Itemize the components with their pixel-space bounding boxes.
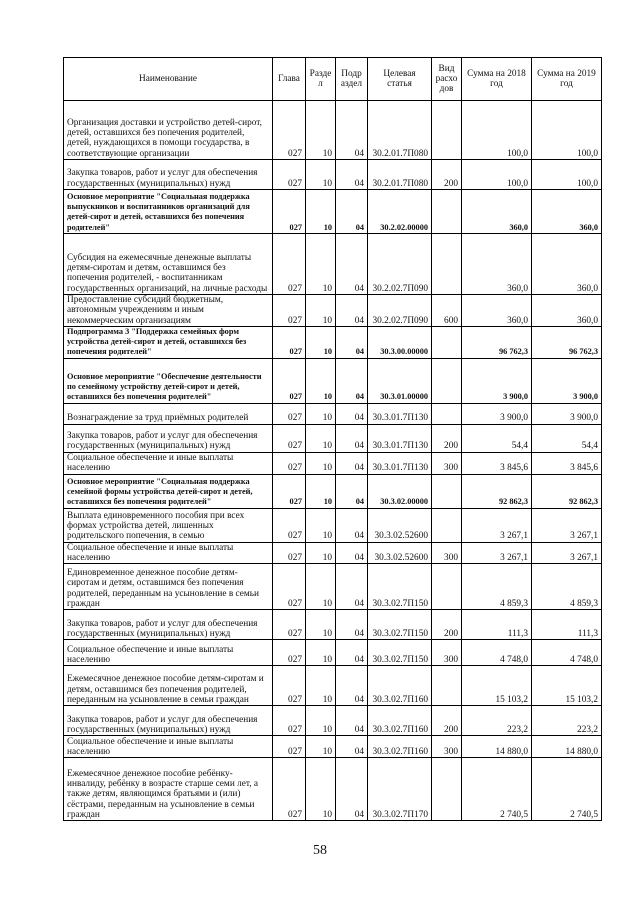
row-sum-2019: 3 900,0: [532, 358, 602, 403]
row-sum-2019: 111,3: [532, 610, 602, 640]
row-section: 10: [306, 424, 336, 452]
row-target: 30.3.02.52600: [368, 508, 432, 542]
row-section: 10: [306, 706, 336, 736]
row-section: 10: [306, 295, 336, 327]
row-exp-type: [432, 358, 462, 403]
row-exp-type: 200: [432, 706, 462, 736]
row-chapter: 027: [273, 160, 306, 190]
row-section: 10: [306, 101, 336, 160]
row-name: Выплата единовременного пособия при всех формах устройства детей, лишенных родительского попечения, в семью: [64, 508, 273, 542]
table-row: [64, 403, 602, 424]
row-name: Основное мероприятие "Обеспечение деятельности по семейному устройству детей-сирот и детей, оставшихся без попечения родителей": [64, 358, 273, 403]
row-sum-2019: 92 862,3: [532, 474, 602, 508]
row-chapter: 027: [273, 736, 306, 758]
row-sum-2019: 3 900,0: [532, 403, 602, 424]
row-section: 10: [306, 610, 336, 640]
row-sum-2019: 100,0: [532, 101, 602, 160]
row-subsection: 04: [336, 424, 368, 452]
row-sum-2018: 3 267,1: [462, 542, 532, 564]
row-section: 10: [306, 666, 336, 706]
row-name: Ежемесячное денежное пособие детям-сиротам и детям, оставшимся без попечения родителей, переданным на усыновление в семьи граждан: [64, 666, 273, 706]
row-target: 30.2.02.7П090: [368, 234, 432, 295]
row-name: Основное мероприятие "Социальная поддержка выпускников и воспитанников организаций для детей-сирот и детей, оставшихся без попечения родителей": [64, 190, 273, 234]
row-target: 30.3.02.7П170: [368, 758, 432, 821]
row-section: 10: [306, 564, 336, 610]
table-row: [64, 234, 602, 295]
row-exp-type: [432, 474, 462, 508]
row-exp-type: [432, 101, 462, 160]
row-sum-2019: 360,0: [532, 295, 602, 327]
row-sum-2019: 54,4: [532, 424, 602, 452]
row-exp-type: [432, 326, 462, 358]
table-row: [64, 640, 602, 666]
row-name: Социальное обеспечение и иные выплаты населению: [64, 542, 273, 564]
row-target: 30.3.00.00000: [368, 326, 432, 358]
row-subsection: 04: [336, 358, 368, 403]
row-exp-type: 300: [432, 542, 462, 564]
row-exp-type: 200: [432, 424, 462, 452]
row-target: 30.3.01.7П130: [368, 403, 432, 424]
row-sum-2019: 360,0: [532, 234, 602, 295]
row-exp-type: [432, 234, 462, 295]
header-section: Разде л: [306, 58, 336, 101]
row-target: 30.3.02.7П160: [368, 736, 432, 758]
row-name: Закупка товаров, работ и услуг для обеспечения государственных (муниципальных) нужд: [64, 160, 273, 190]
row-sum-2018: 54,4: [462, 424, 532, 452]
row-subsection: 04: [336, 474, 368, 508]
row-target: 30.3.02.7П150: [368, 610, 432, 640]
row-sum-2019: 15 103,2: [532, 666, 602, 706]
row-chapter: 027: [273, 190, 306, 234]
table-row: [64, 610, 602, 640]
row-sum-2018: 4 859,3: [462, 564, 532, 610]
row-name: Социальное обеспечение и иные выплаты населению: [64, 452, 273, 474]
row-name: Вознаграждение за труд приёмных родителей: [64, 403, 273, 424]
row-sum-2018: 223,2: [462, 706, 532, 736]
row-subsection: 04: [336, 295, 368, 327]
table-row: [64, 358, 602, 403]
row-section: 10: [306, 474, 336, 508]
header-name: Наименование: [64, 58, 273, 101]
row-name: Субсидия на ежемесячные денежные выплаты детям-сиротам и детям, оставшимся без попечения родителей, - воспитанникам государственных организаций, на личные расходы: [64, 234, 273, 295]
row-chapter: 027: [273, 610, 306, 640]
table-row: [64, 706, 602, 736]
row-name: Закупка товаров, работ и услуг для обеспечения государственных (муниципальных) нужд: [64, 610, 273, 640]
row-subsection: 04: [336, 160, 368, 190]
row-sum-2019: 4 859,3: [532, 564, 602, 610]
budget-table: [63, 57, 602, 821]
row-exp-type: 300: [432, 452, 462, 474]
row-section: 10: [306, 160, 336, 190]
table-row: [64, 474, 602, 508]
row-subsection: 04: [336, 101, 368, 160]
table-row: [64, 101, 602, 160]
table-row: [64, 160, 602, 190]
table-row: [64, 424, 602, 452]
page-number: 58: [313, 843, 327, 858]
table-row: [64, 295, 602, 327]
row-sum-2018: 360,0: [462, 295, 532, 327]
row-section: 10: [306, 403, 336, 424]
header-sum-2018: Сумма на 2018 год: [462, 58, 532, 101]
row-section: 10: [306, 736, 336, 758]
row-sum-2019: 14 880,0: [532, 736, 602, 758]
table-header-row: [64, 58, 602, 101]
row-sum-2019: 2 740,5: [532, 758, 602, 821]
row-chapter: 027: [273, 758, 306, 821]
row-subsection: 04: [336, 403, 368, 424]
row-exp-type: 600: [432, 295, 462, 327]
row-subsection: 04: [336, 736, 368, 758]
row-chapter: 027: [273, 424, 306, 452]
header-subsection: Подр аздел: [336, 58, 368, 101]
row-sum-2018: 4 748,0: [462, 640, 532, 666]
row-chapter: 027: [273, 666, 306, 706]
row-exp-type: 200: [432, 610, 462, 640]
row-subsection: 04: [336, 666, 368, 706]
row-sum-2019: 223,2: [532, 706, 602, 736]
row-sum-2018: 360,0: [462, 234, 532, 295]
row-chapter: 027: [273, 358, 306, 403]
row-sum-2018: 100,0: [462, 160, 532, 190]
row-subsection: 04: [336, 640, 368, 666]
row-chapter: 027: [273, 326, 306, 358]
table-row: [64, 666, 602, 706]
header-target: Целевая статья: [368, 58, 432, 101]
table-row: [64, 508, 602, 542]
row-sum-2019: 360,0: [532, 190, 602, 234]
row-subsection: 04: [336, 326, 368, 358]
row-target: 30.3.01.7П130: [368, 452, 432, 474]
row-sum-2018: 14 880,0: [462, 736, 532, 758]
row-exp-type: 300: [432, 640, 462, 666]
row-name: Основное мероприятие "Социальная поддержка семейной формы устройства детей-сирот и детей, оставшихся без попечения родителей": [64, 474, 273, 508]
row-subsection: 04: [336, 610, 368, 640]
table-row: [64, 758, 602, 821]
row-exp-type: [432, 508, 462, 542]
row-chapter: 027: [273, 101, 306, 160]
row-subsection: 04: [336, 452, 368, 474]
row-sum-2018: 100,0: [462, 101, 532, 160]
row-chapter: 027: [273, 474, 306, 508]
row-sum-2018: 15 103,2: [462, 666, 532, 706]
row-subsection: 04: [336, 564, 368, 610]
table-row: [64, 542, 602, 564]
row-exp-type: 200: [432, 160, 462, 190]
row-target: 30.3.02.52600: [368, 542, 432, 564]
row-chapter: 027: [273, 542, 306, 564]
row-target: 30.3.01.00000: [368, 358, 432, 403]
row-sum-2018: 3 267,1: [462, 508, 532, 542]
row-section: 10: [306, 234, 336, 295]
row-exp-type: [432, 666, 462, 706]
row-target: 30.3.02.7П160: [368, 706, 432, 736]
row-chapter: 027: [273, 564, 306, 610]
header-chapter: Глава: [273, 58, 306, 101]
row-name: Единовременное денежное пособие детям-сиротам и детям, оставшимся без попечения родителей, переданным на усыновление в семьи граждан: [64, 564, 273, 610]
row-sum-2019: 3 845,6: [532, 452, 602, 474]
row-name: Подпрограмма 3 "Поддержка семейных форм устройства детей-сирот и детей, оставшихся без попечения родителей": [64, 326, 273, 358]
row-sum-2018: 3 845,6: [462, 452, 532, 474]
row-target: 30.3.02.00000: [368, 474, 432, 508]
row-section: 10: [306, 640, 336, 666]
row-section: 10: [306, 508, 336, 542]
header-sum-2019: Сумма на 2019 год: [532, 58, 602, 101]
row-section: 10: [306, 758, 336, 821]
row-sum-2018: 96 762,3: [462, 326, 532, 358]
row-exp-type: [432, 758, 462, 821]
row-section: 10: [306, 358, 336, 403]
table-row: [64, 564, 602, 610]
row-exp-type: [432, 403, 462, 424]
row-sum-2018: 92 862,3: [462, 474, 532, 508]
row-chapter: 027: [273, 508, 306, 542]
row-name: Социальное обеспечение и иные выплаты населению: [64, 736, 273, 758]
row-chapter: 027: [273, 452, 306, 474]
row-name: Закупка товаров, работ и услуг для обеспечения государственных (муниципальных) нужд: [64, 424, 273, 452]
row-chapter: 027: [273, 403, 306, 424]
row-subsection: 04: [336, 508, 368, 542]
row-name: Закупка товаров, работ и услуг для обеспечения государственных (муниципальных) нужд: [64, 706, 273, 736]
row-sum-2019: 100,0: [532, 160, 602, 190]
row-subsection: 04: [336, 706, 368, 736]
row-chapter: 027: [273, 295, 306, 327]
row-sum-2019: 3 267,1: [532, 542, 602, 564]
row-subsection: 04: [336, 542, 368, 564]
row-sum-2018: 111,3: [462, 610, 532, 640]
row-subsection: 04: [336, 190, 368, 234]
row-section: 10: [306, 542, 336, 564]
row-exp-type: 300: [432, 736, 462, 758]
row-target: 30.2.02.7П090: [368, 295, 432, 327]
row-name: Организация доставки и устройство детей-сирот, детей, оставшихся без попечения родителей, детей, нуждающихся в помощи государства, в соответствующие организации: [64, 101, 273, 160]
row-name: Ежемесячное денежное пособие ребёнку-инвалиду, ребёнку в возрасте старше семи лет, а также детям, являющимся братьями и (или) сёстрами, переданным на усыновление в семьи граждан: [64, 758, 273, 821]
row-sum-2018: 3 900,0: [462, 358, 532, 403]
header-exp-type: Вид расхо дов: [432, 58, 462, 101]
row-target: 30.2.01.7П080: [368, 101, 432, 160]
row-name: Предоставление субсидий бюджетным, автономным учреждениям и иным некоммерческим организациям: [64, 295, 273, 327]
row-exp-type: [432, 564, 462, 610]
row-sum-2018: 360,0: [462, 190, 532, 234]
row-exp-type: [432, 190, 462, 234]
row-sum-2018: 3 900,0: [462, 403, 532, 424]
table-row: [64, 736, 602, 758]
row-target: 30.3.02.7П150: [368, 564, 432, 610]
row-section: 10: [306, 326, 336, 358]
row-target: 30.3.02.7П160: [368, 666, 432, 706]
row-section: 10: [306, 452, 336, 474]
row-target: 30.2.02.00000: [368, 190, 432, 234]
row-chapter: 027: [273, 640, 306, 666]
row-sum-2018: 2 740,5: [462, 758, 532, 821]
row-chapter: 027: [273, 706, 306, 736]
table-row: [64, 452, 602, 474]
table-row: [64, 190, 602, 234]
row-target: 30.2.01.7П080: [368, 160, 432, 190]
table-row: [64, 326, 602, 358]
row-name: Социальное обеспечение и иные выплаты населению: [64, 640, 273, 666]
row-target: 30.3.01.7П130: [368, 424, 432, 452]
row-target: 30.3.02.7П150: [368, 640, 432, 666]
row-sum-2019: 4 748,0: [532, 640, 602, 666]
row-chapter: 027: [273, 234, 306, 295]
row-sum-2019: 3 267,1: [532, 508, 602, 542]
row-section: 10: [306, 190, 336, 234]
row-subsection: 04: [336, 234, 368, 295]
table-body: [64, 101, 602, 821]
row-sum-2019: 96 762,3: [532, 326, 602, 358]
row-subsection: 04: [336, 758, 368, 821]
